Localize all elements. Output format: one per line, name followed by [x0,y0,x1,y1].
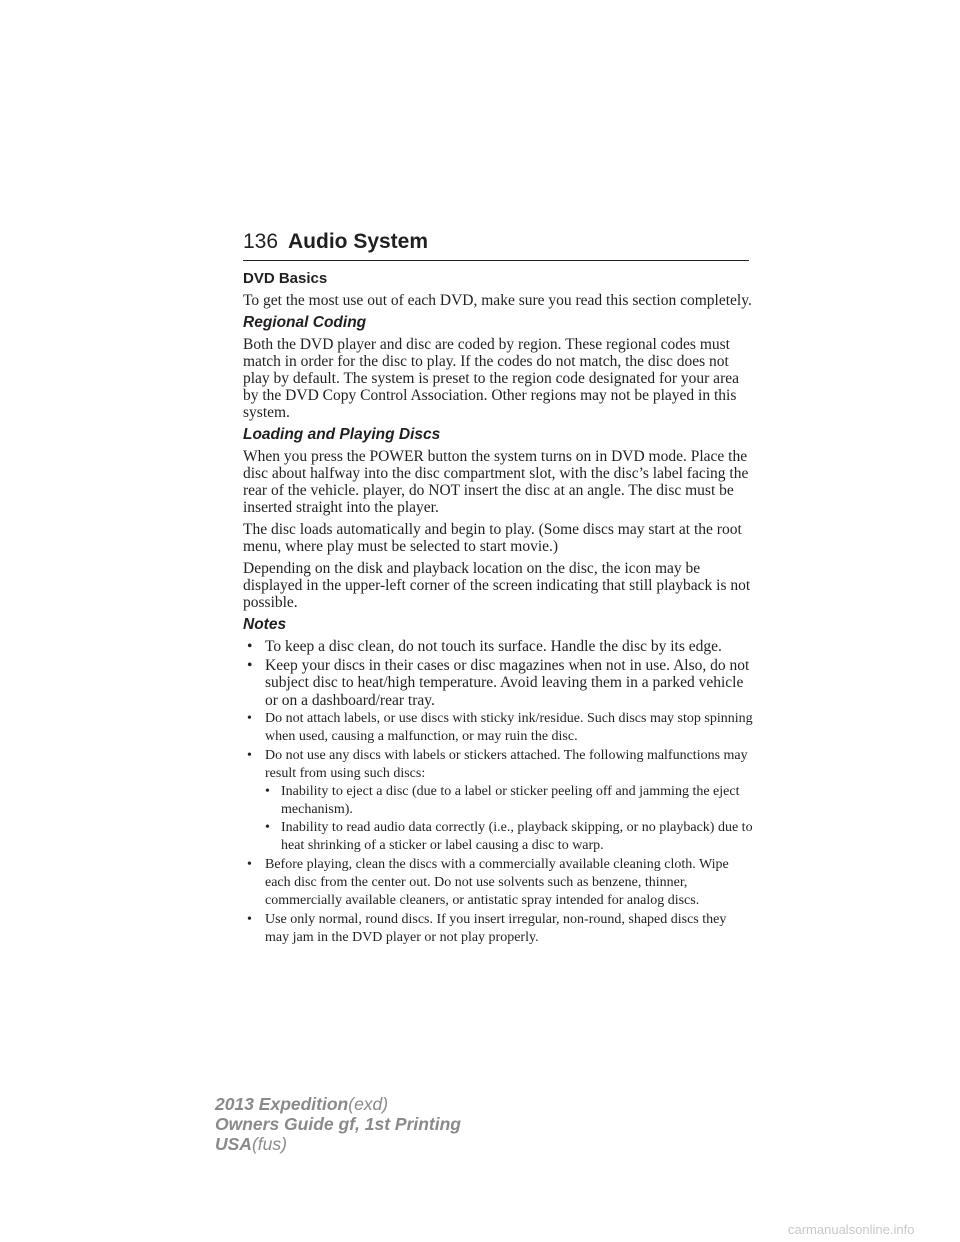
note-text: Use only normal, round discs. If you insert irregular, non-round, shaped discs they may jam in the DVD player or not play properly. [265,912,727,945]
dvd-basics-paragraph: To get the most use out of each DVD, make sure you read this section completely. [243,292,752,309]
list-item [265,819,753,855]
sub-note-text: Inability to eject a disc (due to a label or sticker peeling off and jamming the eject mechanism). [281,784,740,817]
list-item [243,638,753,656]
bullet-icon: • [247,912,252,927]
page-footer [215,1094,461,1154]
loading-paragraph-2: The disc loads automatically and begin to play. (Some discs may start at the root menu, where play must be selected to start movie.) [243,521,742,555]
list-item [243,657,753,710]
footer-market-code: (fus) [251,1134,287,1154]
note-text: Do not use any discs with labels or stickers attached. The following malfunctions may result from using such discs: [265,748,748,781]
loading-heading: Loading and Playing Discs [243,426,441,443]
list-item [243,747,753,855]
watermark: carmanualsonline.info [788,1222,915,1237]
bullet-icon: • [265,784,270,799]
footer-market: USA [215,1134,252,1154]
note-text: Keep your discs in their cases or disc magazines when not in use. Also, do not subject disc to heat/high temperature. Avoid leaving them in a parked vehicle or on a dashboard/rear tray. [265,656,750,709]
loading-paragraph-1: When you press the POWER button the system turns on in DVD mode. Place the disc about halfway into the disc compartment slot, with the disc’s label facing the rear of the vehicle. player, do NOT insert the disc at an angle. The disc must be inserted straight into the player. [243,448,749,516]
loading-paragraph-3: Depending on the disk and playback location on the disc, the icon may be displayed in the upper-left corner of the screen indicating that still playback is not possible. [243,560,751,611]
list-item [243,710,753,746]
footer-model-code: (exd) [348,1094,389,1114]
page-number: 136 [243,230,279,253]
bullet-icon: • [247,857,252,872]
notes-list [243,638,753,947]
note-text: Before playing, clean the discs with a commercially available cleaning cloth. Wipe each disc from the center out. Do not use solvents such as benzene, thinner, commercially available cleaners, or antistatic spray intended for analog discs. [265,857,729,908]
section-title: Audio System [288,230,429,253]
list-item [265,783,753,819]
sub-notes-list [265,783,753,855]
list-item [243,911,753,947]
note-text: To keep a disc clean, do not touch its surface. Handle the disc by its edge. [265,638,722,655]
sub-note-text: Inability to read audio data correctly (i.e., playback skipping, or no playback) due to heat shrinking of a sticker or label causing a disc to warp. [281,820,753,853]
regional-coding-heading: Regional Coding [243,314,367,331]
bullet-icon: • [247,638,253,655]
page-header [243,230,749,261]
footer-line-3 [215,1134,461,1154]
bullet-icon: • [247,748,252,763]
page-content [243,270,753,948]
notes-heading: Notes [243,616,287,633]
bullet-icon: • [247,711,252,726]
dvd-basics-heading: DVD Basics [243,270,328,287]
bullet-icon: • [247,656,253,674]
regional-coding-paragraph: Both the DVD player and disc are coded by region. These regional codes must match in order for the disc to play. If the codes do not match, the disc does not play by default. The system is preset to the region code designated for your area by the DVD Copy Control Association. Other regions may not be played in this system. [243,336,739,421]
footer-model: 2013 Expedition [215,1094,349,1114]
footer-line-2: Owners Guide gf, 1st Printing [215,1114,461,1134]
note-text: Do not attach labels, or use discs with sticky ink/residue. Such discs may stop spinning when used, causing a malfunction, or may ruin the disc. [265,711,753,744]
bullet-icon: • [265,820,270,835]
list-item [243,856,753,910]
footer-line-1 [215,1094,461,1114]
